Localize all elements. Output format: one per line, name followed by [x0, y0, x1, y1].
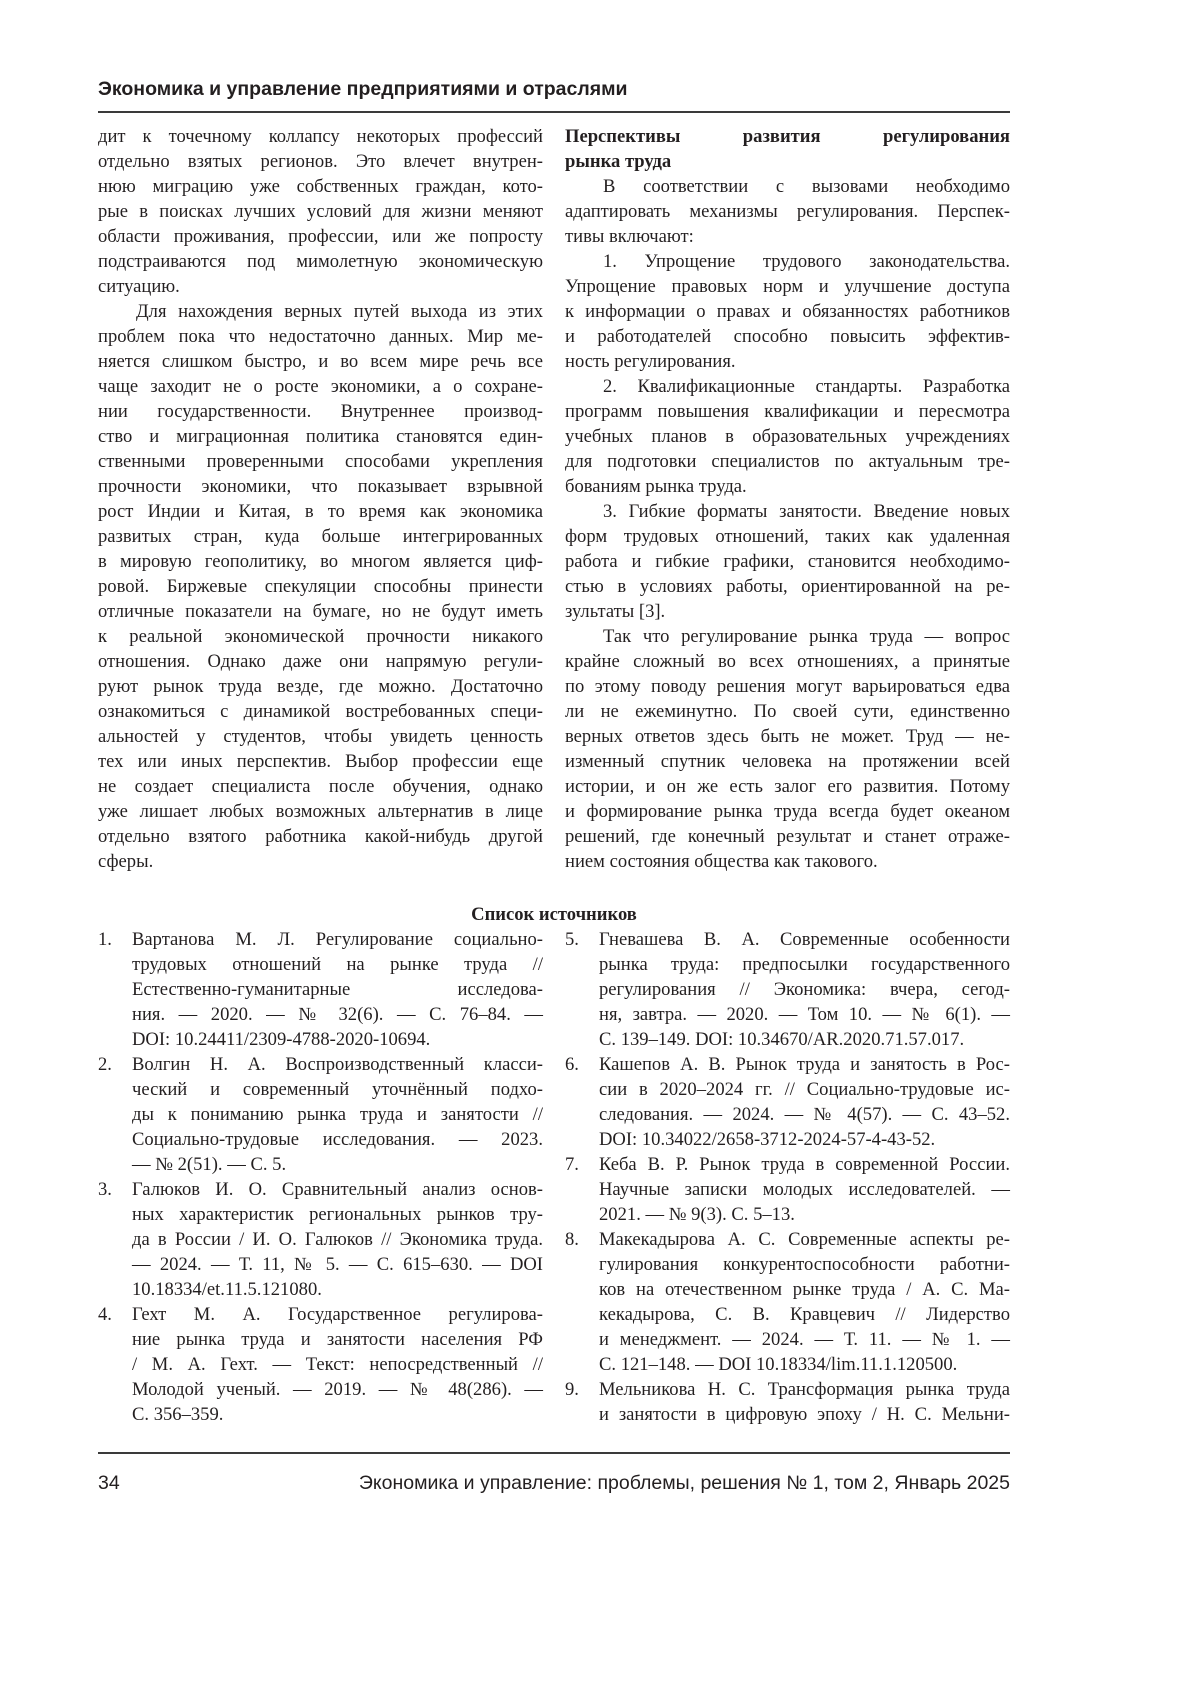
- text-line: отличные показатели на бумаге, но не будут иметь: [98, 599, 543, 624]
- reference-text: [132, 1302, 543, 1427]
- text-line: ние рынка труда и занятости населения РФ: [132, 1327, 543, 1352]
- text-line: Мельникова Н. С. Трансформация рынка труда: [599, 1377, 1010, 1402]
- text-line: изменный спутник человека на протяжении всей: [565, 749, 1010, 774]
- text-line: Естественно-гуманитарные исследова-: [132, 977, 543, 1002]
- text-line: и формирование рынка труда всегда будет океаном: [565, 799, 1010, 824]
- text-line: Научные записки молодых исследователей. —: [599, 1177, 1010, 1202]
- text-line: Перспективы развития регулирования: [565, 124, 1010, 149]
- text-line: 2. Квалификационные стандарты. Разработка: [565, 374, 1010, 399]
- text-line: да в России / И. О. Галюков // Экономика труда.: [132, 1227, 543, 1252]
- text-line: руют рынок труда везде, где можно. Достаточно: [98, 674, 543, 699]
- references-right: [565, 927, 1010, 1427]
- text-line: истории, и он же есть залог его развития. Потому: [565, 774, 1010, 799]
- text-line: уже лишает любых возможных альтернатив в лице: [98, 799, 543, 824]
- left-column: [98, 124, 543, 874]
- text-line: С. 121–148. — DOI 10.18334/lim.11.1.120500.: [599, 1352, 1010, 1377]
- text-line: сферы.: [98, 849, 543, 874]
- text-line: проблем пока что недостаточно данных. Мир ме-: [98, 324, 543, 349]
- reference-item: [98, 927, 543, 1052]
- running-header: Экономика и управление предприятиями и отраслями: [98, 78, 628, 101]
- text-line: к реальной экономической прочности никакого: [98, 624, 543, 649]
- text-line: дит к точечному коллапсу некоторых профессий: [98, 124, 543, 149]
- text-line: ность регулирования.: [565, 349, 1010, 374]
- text-line: ных характеристик региональных рынков тру-: [132, 1202, 543, 1227]
- reference-number: 3.: [98, 1177, 112, 1202]
- text-line: Кеба В. Р. Рынок труда в современной России.: [599, 1152, 1010, 1177]
- text-line: 10.18334/et.11.5.121080.: [132, 1277, 543, 1302]
- section-heading: [565, 124, 1010, 174]
- text-line: регулирования // Экономика: вчера, сегод-: [599, 977, 1010, 1002]
- text-line: рые в поисках лучших условий для жизни меняют: [98, 199, 543, 224]
- text-line: трудовых отношений на рынке труда //: [132, 952, 543, 977]
- text-line: / М. А. Гехт. — Текст: непосредственный //: [132, 1352, 543, 1377]
- text-line: Волгин Н. А. Воспроизводственный класси-: [132, 1052, 543, 1077]
- text-line: 3. Гибкие форматы занятости. Введение новых: [565, 499, 1010, 524]
- text-line: и работодателей способно повысить эффектив-: [565, 324, 1010, 349]
- text-line: Так что регулирование рынка труда — вопрос: [565, 624, 1010, 649]
- reference-number: 8.: [565, 1227, 579, 1252]
- text-line: области проживания, профессии, или же попросту: [98, 224, 543, 249]
- text-line: зультаты [3].: [565, 599, 1010, 624]
- text-line: ния. — 2020. — № 32(6). — С. 76–84. —: [132, 1002, 543, 1027]
- reference-text: [599, 1227, 1010, 1377]
- text-line: прочности экономики, что показывает взрывной: [98, 474, 543, 499]
- reference-text: [599, 1377, 1010, 1427]
- reference-text: [132, 1177, 543, 1302]
- reference-text: [599, 1052, 1010, 1152]
- reference-text: [599, 927, 1010, 1052]
- paragraph: [565, 249, 1010, 374]
- reference-number: 1.: [98, 927, 112, 952]
- reference-item: [565, 927, 1010, 1052]
- text-line: кекадырова, С. В. Кравцевич // Лидерство: [599, 1302, 1010, 1327]
- text-line: стью в условиях работы, ориентированной на ре-: [565, 574, 1010, 599]
- text-line: нюю миграцию уже собственных граждан, кото-: [98, 174, 543, 199]
- text-line: 1. Упрощение трудового законодательства.: [565, 249, 1010, 274]
- paragraph: [98, 299, 543, 874]
- text-line: ознакомиться с динамикой востребованных специ-: [98, 699, 543, 724]
- text-line: — 2024. — Т. 11, № 5. — С. 615–630. — DOI: [132, 1252, 543, 1277]
- paragraph: [565, 174, 1010, 249]
- text-line: Молодой ученый. — 2019. — № 48(286). —: [132, 1377, 543, 1402]
- text-line: ственными проверенными способами укрепления: [98, 449, 543, 474]
- paragraph: [565, 499, 1010, 624]
- text-line: няется слишком быстро, и во всем мире речь все: [98, 349, 543, 374]
- text-line: DOI: 10.34022/2658-3712-2024-57-4-43-52.: [599, 1127, 1010, 1152]
- text-line: С. 356–359.: [132, 1402, 543, 1427]
- reference-text: [132, 927, 543, 1052]
- right-column: [565, 124, 1010, 874]
- header-rule: [98, 111, 1010, 113]
- text-line: и менеджмент. — 2024. — Т. 11. — № 1. —: [599, 1327, 1010, 1352]
- reference-text: [599, 1152, 1010, 1227]
- text-line: не создает специалиста после обучения, однако: [98, 774, 543, 799]
- references-left: [98, 927, 543, 1427]
- text-line: альностей у студентов, чтобы увидеть ценность: [98, 724, 543, 749]
- text-line: ческий и современный уточнённый подхо-: [132, 1077, 543, 1102]
- text-line: нием состояния общества как такового.: [565, 849, 1010, 874]
- text-line: ков на отечественном рынке труда / А. С. Ма-: [599, 1277, 1010, 1302]
- text-line: следования. — 2024. — № 4(57). — С. 43–52.: [599, 1102, 1010, 1127]
- text-line: ровой. Биржевые спекуляции способны принести: [98, 574, 543, 599]
- text-line: 2021. — № 9(3). С. 5–13.: [599, 1202, 1010, 1227]
- reference-item: [98, 1177, 543, 1302]
- text-line: Макекадырова А. С. Современные аспекты ре-: [599, 1227, 1010, 1252]
- text-line: рынка труда: [565, 149, 1010, 174]
- text-line: сии в 2020–2024 гг. // Социально-трудовые ис-: [599, 1077, 1010, 1102]
- text-line: адаптировать механизмы регулирования. Перспек-: [565, 199, 1010, 224]
- reference-item: [565, 1052, 1010, 1152]
- text-line: ли не ежеминутно. По своей сути, единственно: [565, 699, 1010, 724]
- paragraph: [98, 124, 543, 299]
- text-line: программ повышения квалификации и пересмотра: [565, 399, 1010, 424]
- text-line: Социально-трудовые исследования. — 2023.: [132, 1127, 543, 1152]
- reference-text: [132, 1052, 543, 1177]
- text-line: по этому поводу решения могут варьироваться едва: [565, 674, 1010, 699]
- text-line: Упрощение правовых норм и улучшение доступа: [565, 274, 1010, 299]
- text-line: бованиям рынка труда.: [565, 474, 1010, 499]
- text-line: для подготовки специалистов по актуальным тре-: [565, 449, 1010, 474]
- text-line: Галюков И. О. Сравнительный анализ основ-: [132, 1177, 543, 1202]
- text-line: Для нахождения верных путей выхода из этих: [98, 299, 543, 324]
- text-line: к информации о правах и обязанностях работников: [565, 299, 1010, 324]
- text-line: DOI: 10.24411/2309-4788-2020-10694.: [132, 1027, 543, 1052]
- reference-number: 2.: [98, 1052, 112, 1077]
- journal-footer: Экономика и управление: проблемы, решения № 1, том 2, Январь 2025: [359, 1470, 1010, 1496]
- reference-item: [565, 1227, 1010, 1377]
- text-line: Вартанова М. Л. Регулирование социально-: [132, 927, 543, 952]
- footer-rule: [98, 1452, 1010, 1454]
- text-line: в мировую геополитику, во многом является циф-: [98, 549, 543, 574]
- text-line: отдельно взятого работника какой-нибудь другой: [98, 824, 543, 849]
- text-line: верных ответов здесь быть не может. Труд — не-: [565, 724, 1010, 749]
- text-line: чаще заходит не о росте экономики, а о сохране-: [98, 374, 543, 399]
- text-line: форм трудовых отношений, таких как удаленная: [565, 524, 1010, 549]
- reference-number: 4.: [98, 1302, 112, 1327]
- paragraph: [565, 624, 1010, 874]
- text-line: крайне сложный во всех отношениях, а принятые: [565, 649, 1010, 674]
- reference-item: [565, 1377, 1010, 1427]
- reference-number: 7.: [565, 1152, 579, 1177]
- references-title: Список источников: [98, 902, 1010, 927]
- text-line: Гехт М. А. Государственное регулирова-: [132, 1302, 543, 1327]
- reference-item: [98, 1052, 543, 1177]
- text-line: гулирования конкурентоспособности работни-: [599, 1252, 1010, 1277]
- text-line: тивы включают:: [565, 224, 1010, 249]
- text-line: развитых стран, куда больше интегрированных: [98, 524, 543, 549]
- text-line: С. 139–149. DOI: 10.34670/AR.2020.71.57.017.: [599, 1027, 1010, 1052]
- text-line: учебных планов в образовательных учреждениях: [565, 424, 1010, 449]
- reference-number: 6.: [565, 1052, 579, 1077]
- reference-item: [565, 1152, 1010, 1227]
- text-line: нии государственности. Внутреннее производ-: [98, 399, 543, 424]
- reference-item: [98, 1302, 543, 1427]
- reference-number: 5.: [565, 927, 579, 952]
- text-line: ды к пониманию рынка труда и занятости //: [132, 1102, 543, 1127]
- text-line: Кашепов А. В. Рынок труда и занятость в Рос-: [599, 1052, 1010, 1077]
- text-line: отношения. Однако даже они напрямую регули-: [98, 649, 543, 674]
- paragraph: [565, 374, 1010, 499]
- reference-number: 9.: [565, 1377, 579, 1402]
- text-line: тех или иных перспектив. Выбор профессии еще: [98, 749, 543, 774]
- text-line: ситуацию.: [98, 274, 543, 299]
- text-line: рынка труда: предпосылки государственного: [599, 952, 1010, 977]
- text-line: — № 2(51). — С. 5.: [132, 1152, 543, 1177]
- text-line: и занятости в цифровую эпоху / Н. С. Мельни-: [599, 1402, 1010, 1427]
- text-line: отдельно взятых регионов. Это влечет внутрен-: [98, 149, 543, 174]
- text-line: Гневашева В. А. Современные особенности: [599, 927, 1010, 952]
- text-line: ня, завтра. — 2020. — Том 10. — № 6(1). —: [599, 1002, 1010, 1027]
- text-line: работа и гибкие графики, становится необходимо-: [565, 549, 1010, 574]
- text-line: подстраиваются под мимолетную экономическую: [98, 249, 543, 274]
- text-line: ство и миграционная политика становятся един-: [98, 424, 543, 449]
- page-number: 34: [98, 1470, 120, 1496]
- text-line: В соответствии с вызовами необходимо: [565, 174, 1010, 199]
- text-line: решений, где конечный результат и станет отраже-: [565, 824, 1010, 849]
- text-line: рост Индии и Китая, в то время как экономика: [98, 499, 543, 524]
